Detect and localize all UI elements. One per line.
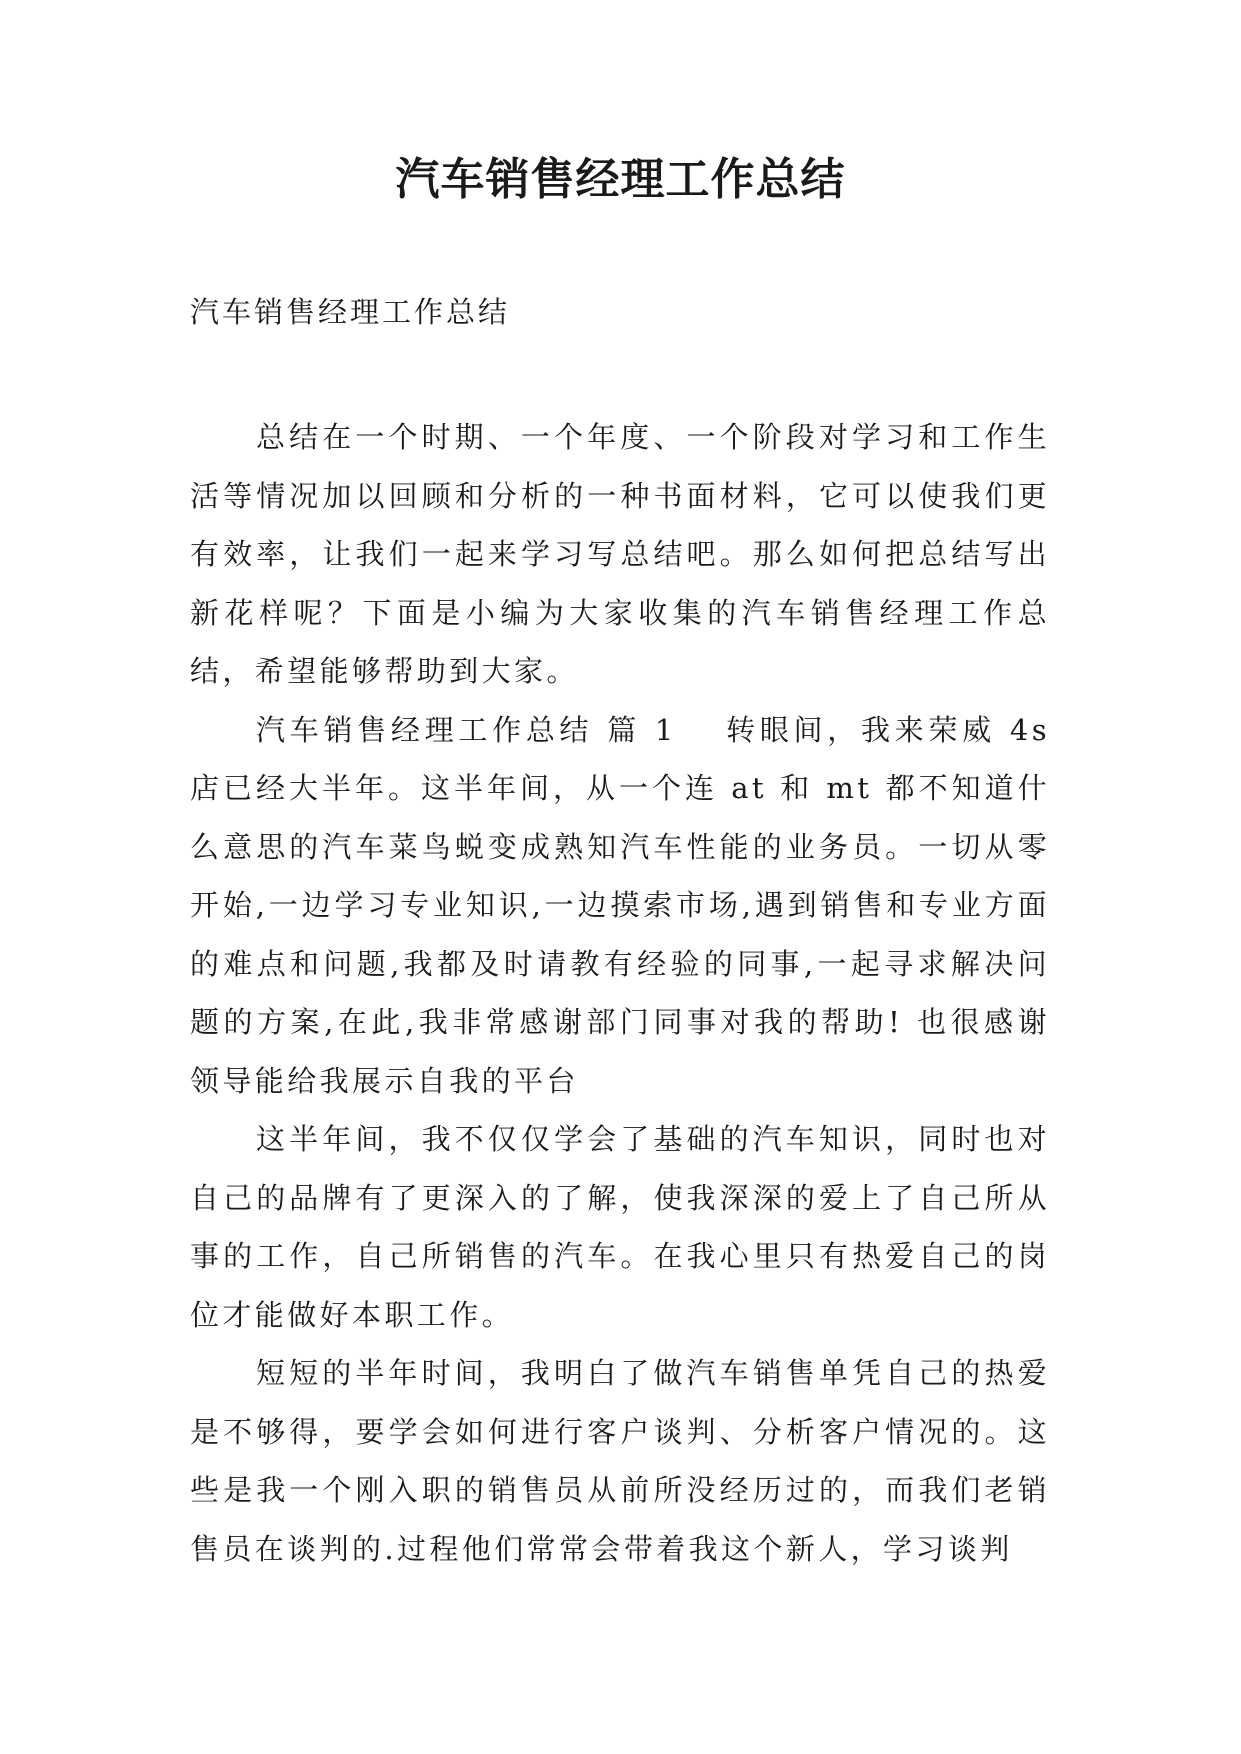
section-1-paragraph (190, 701, 1050, 1111)
body-paragraph: 这半年间，我不仅仅学会了基础的汽车知识，同时也对自己的品牌有了更深入的了解，使我深深的爱上了自己所从事的工作，自己所销售的汽车。在我心里只有热爱自己的岗位才能做好本职工作。 (190, 1122, 1050, 1332)
intro-paragraph: 总结在一个时期、一个年度、一个阶段对学习和工作生活等情况加以回顾和分析的一种书面材料，它可以使我们更有效率，让我们一起来学习写总结吧。那么如何把总结写出新花样呢？下面是小编为大家收集的汽车销售经理工作总结，希望能够帮助到大家。 (190, 420, 1050, 688)
document-subtitle: 汽车销售经理工作总结 (190, 295, 511, 329)
document-body (190, 408, 1050, 1578)
document-title: 汽车销售经理工作总结 (395, 154, 846, 205)
section-1-heading: 汽车销售经理工作总结 篇 1 (256, 712, 677, 747)
section-1-text: 转眼间，我来荣威 4s 店已经大半年。这半年间，从一个连 at 和 mt 都不知道什么意思的汽车菜鸟蜕变成熟知汽车性能的业务员。一切从零开始,一边学习专业知识,一边摸索市场,遇到销售和专业方面的难点和问题,我都及时请教有经验的同事,一起寻求解决问题的方案,在此,我非常感谢部门同事对我的帮助! 也很感谢领导能给我展示自我的平台 (190, 712, 1050, 1098)
body-paragraph: 短短的半年时间，我明白了做汽车销售单凭自己的热爱是不够得，要学会如何进行客户谈判、分析客户情况的。这些是我一个刚入职的销售员从前所没经历过的，而我们老销售员在谈判的.过程他们常常会带着我这个新人，学习谈判 (190, 1356, 1050, 1566)
